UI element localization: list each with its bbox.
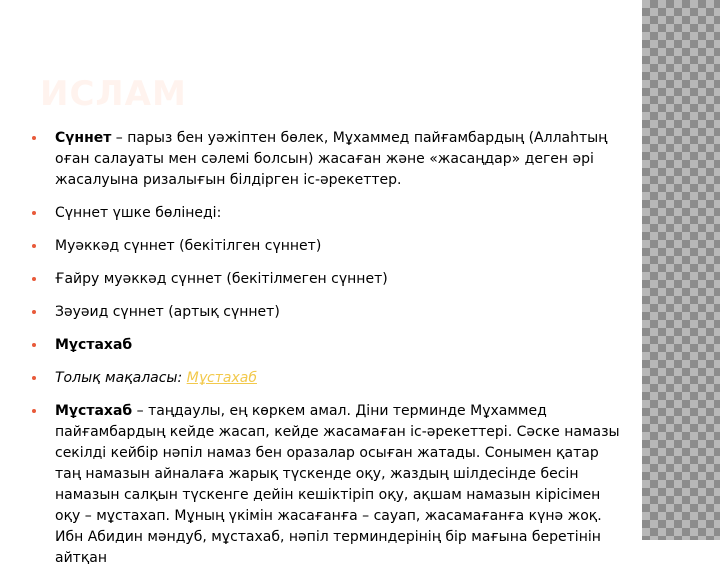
- bullet-icon: [32, 343, 36, 347]
- list-item: [32, 302, 624, 323]
- list-item: [32, 368, 624, 389]
- bullet-icon: [32, 211, 36, 215]
- bullet-icon: [32, 244, 36, 248]
- bullet-list: [32, 128, 624, 581]
- list-item: [32, 128, 624, 191]
- list-item: [32, 236, 624, 257]
- main-article-link[interactable]: Мұстахаб: [186, 370, 257, 386]
- term-mustahab: Мұстахаб: [55, 403, 133, 419]
- term-mustahab-heading: Мұстахаб: [55, 337, 133, 353]
- list-item: [32, 401, 624, 569]
- list-item-text: Ғайру муәккәд сүннет (бекітілмеген сүннет): [55, 271, 388, 287]
- definition-text: – парыз бен уәжіптен бөлек, Мұхаммед пайғамбардың (Аллаһтың оған салауаты мен сәлемі болсын) жасаған және «жасаңдар» деген әрі жасалуына ризалығын білдірген іс-әрекеттер.: [55, 130, 608, 188]
- list-item: [32, 269, 624, 290]
- decorative-pattern-sidebar: [642, 0, 720, 540]
- list-item: [32, 335, 624, 356]
- slide-title: ИСЛАМ: [40, 74, 187, 114]
- list-item-text: Зәуәид сүннет (артық сүннет): [55, 304, 280, 320]
- definition-text: – таңдаулы, ең көркем амал. Діни терминде Мұхаммед пайғамбардың кейде жасап, кейде жасамаған іс-әрекеттері. Сәске намазы секілді кейбір нәпіл намаз бен оразалар осыған жатады. Сонымен қатар таң намазын айналаға жарық түскенде оқу, жаздың шілдесінде бесін намазын салқын түскенге дейін кешіктіріп оқу, ақшам намазын кірісімен оқу – мұстахап. Мұның үкімін жасағанға – сауап, жасамағанға күнә жоқ. Ибн Абидин мәндуб, мұстахаб, нәпіл терминдерінің бір мағына беретінін айтқан: [55, 403, 620, 566]
- list-item: [32, 203, 624, 224]
- bullet-icon: [32, 376, 36, 380]
- list-item-text: Муәккәд сүннет (бекітілген сүннет): [55, 238, 322, 254]
- list-item-text: Сүннет үшке бөлінеді:: [55, 205, 222, 221]
- bullet-icon: [32, 409, 36, 413]
- bullet-icon: [32, 136, 36, 140]
- bullet-icon: [32, 277, 36, 281]
- term-sunnet: Сүннет: [55, 130, 112, 146]
- bullet-icon: [32, 310, 36, 314]
- main-article-label: Толық мақаласы:: [55, 370, 187, 386]
